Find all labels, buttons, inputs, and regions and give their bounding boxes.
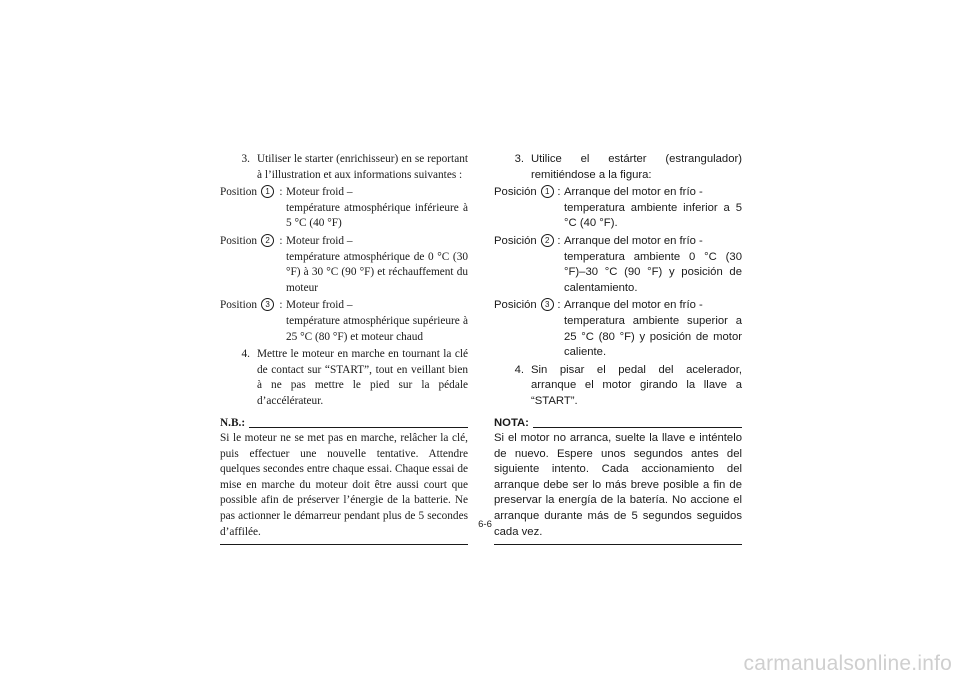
circled-number-3: 3 (541, 298, 554, 311)
note-label: N.B.: (220, 416, 246, 429)
step-number: 4. (514, 363, 524, 376)
position-title: Arranque del motor en frío - (564, 186, 703, 199)
position-label: Posición (494, 299, 537, 312)
step-text: Mettre le moteur en marche en tournant la clé de contact sur “START”, tout en veillant bien à ne pas mettre le pied sur la pédale d’accélérateur. (257, 348, 468, 407)
note-text: Si el motor no arranca, suelte la llave e inténtelo de nuevo. Espere unos segundos antes del siguiente intento. Cada accionamiento del arranque debe ser lo más breve posible a fin de preservar la energía de la batería. No accione el arranque durante más de 5 segundos seguidos cada vez. (494, 432, 742, 538)
position-1 (220, 185, 468, 232)
position-description: température atmosphérique supérieure à 25 °C (80 °F) et moteur chaud (286, 314, 468, 343)
position-title: Arranque del motor en frío - (564, 234, 703, 247)
position-description: temperatura ambiente 0 °C (30 °F)–30 °C (90 °F) y posición de calentamiento. (564, 250, 742, 294)
note-text: Si le moteur ne se met pas en marche, relâcher la clé, puis effectuer une nouvelle tentative. Attendre quelques secondes entre chaque essai. Chaque essai de mise en marche du moteur doit être aussi court que possible afin de préserver l’énergie de la batterie. Ne pas actionner le démarreur pendant plus de 5 secondes d’affilée. (220, 432, 468, 538)
circled-number-1: 1 (541, 185, 554, 198)
position-3 (220, 298, 468, 345)
note-end-rule (494, 544, 742, 545)
circled-number-2: 2 (261, 234, 274, 247)
position-2 (220, 234, 468, 296)
position-description: temperatura ambiente superior a 25 °C (80 °F) y posición de motor caliente. (564, 314, 742, 359)
position-title: Arranque del motor en frío - (564, 299, 703, 312)
position-label: Posición (494, 234, 537, 247)
step-number: 3. (241, 153, 250, 165)
watermark-text: carmanualsonline.info (743, 652, 952, 675)
note-label: NOTA: (494, 416, 529, 429)
note-rule (533, 427, 742, 428)
step-text: Utiliser le starter (enrichisseur) en se reportant à l’illustration et aux informations suivantes : (257, 153, 468, 181)
position-1 (494, 185, 742, 232)
step-number: 3. (514, 153, 524, 165)
position-separator: : (279, 186, 283, 199)
note-end-rule (220, 544, 468, 545)
position-label: Position (220, 299, 258, 312)
position-separator: : (557, 234, 561, 247)
step-number: 4. (241, 348, 250, 361)
note-box (220, 416, 468, 546)
step-text: Utilice el estárter (estrangulador) remitiéndose a la figura: (531, 153, 742, 181)
step-text: Sin pisar el pedal del acelerador, arranque el motor girando la llave a “START”. (531, 363, 742, 407)
position-title: Moteur froid – (286, 186, 353, 199)
position-label: Position (220, 186, 258, 199)
position-description: température atmosphérique inférieure à 5 °C (40 °F) (286, 201, 468, 230)
circled-number-1: 1 (261, 185, 274, 198)
spanish-column (494, 152, 742, 545)
position-separator: : (279, 299, 283, 312)
position-title: Moteur froid – (286, 299, 353, 312)
note-rule (249, 427, 468, 428)
position-title: Moteur froid – (286, 234, 353, 247)
step-3 (220, 152, 468, 183)
position-separator: : (279, 234, 283, 247)
circled-number-2: 2 (541, 234, 554, 247)
position-separator: : (557, 186, 561, 199)
position-description: température atmosphérique de 0 °C (30 °F) à 30 °C (90 °F) et réchauffement du moteur (286, 250, 468, 294)
step-4 (494, 363, 742, 410)
step-4 (220, 347, 468, 409)
position-label: Posición (494, 186, 537, 199)
position-label: Position (220, 234, 258, 247)
position-3 (494, 298, 742, 360)
position-separator: : (557, 299, 561, 312)
french-column (220, 152, 468, 545)
circled-number-3: 3 (261, 298, 274, 311)
page-number: 6-6 (478, 519, 492, 530)
position-description: temperatura ambiente inferior a 5 °C (40 °F). (564, 201, 742, 230)
step-3 (494, 152, 742, 183)
position-2 (494, 234, 742, 296)
note-box (494, 416, 742, 546)
